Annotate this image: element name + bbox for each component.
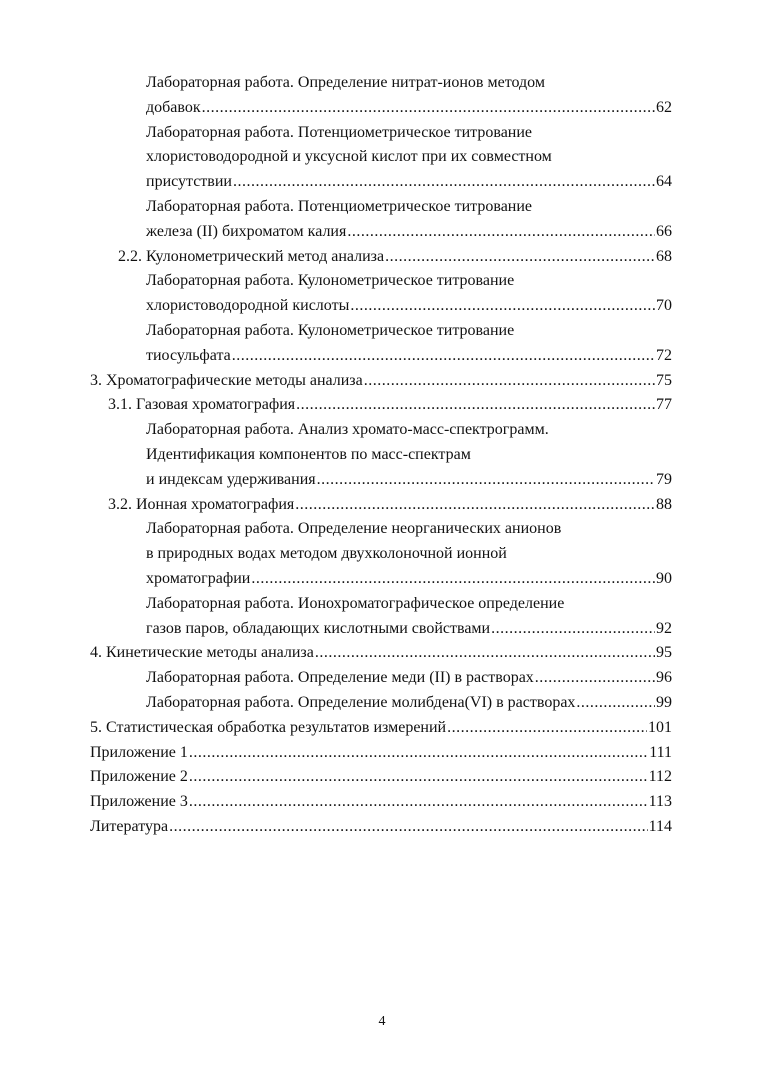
toc-entry-page: 90 [656, 569, 672, 587]
toc-entry-line: Лабораторная работа. Анализ хромато-масс-спектрограмм. [146, 421, 549, 439]
dot-leader [189, 765, 648, 790]
toc-entry[interactable] [146, 666, 672, 691]
dot-leader [535, 666, 655, 691]
toc-entry-title: присутствии [146, 173, 232, 191]
dot-leader [296, 393, 655, 418]
toc-entry-page: 77 [656, 396, 672, 414]
toc-entry[interactable] [90, 716, 672, 741]
toc-entry-page: 68 [656, 247, 672, 265]
toc-entry[interactable] [90, 815, 672, 840]
toc-entry-title: Лабораторная работа. Определение молибдена(VI) в растворах [146, 693, 576, 711]
toc-entry-title: 5. Статистическая обработка результатов измерений [90, 718, 447, 736]
toc-entry-title: Приложение 1 [90, 743, 188, 761]
toc-entry[interactable] [90, 741, 672, 766]
toc-entry-page: 79 [656, 470, 672, 488]
toc-entry[interactable] [90, 790, 672, 815]
dot-leader [202, 96, 655, 121]
toc-entry-title: 3.1. Газовая хроматография [108, 396, 296, 414]
toc-entry-title: Лабораторная работа. Определение меди (II) в растворах [146, 669, 534, 687]
toc-entry-title: добавок [146, 98, 201, 116]
toc-entry-last-line [108, 393, 672, 418]
toc-entry-page: 113 [648, 793, 672, 811]
dot-leader [295, 493, 655, 518]
toc-entry-page: 92 [656, 619, 672, 637]
toc-entry-title: 4. Кинетические методы анализа [90, 644, 314, 662]
toc-entry[interactable] [146, 195, 672, 245]
dot-leader [364, 369, 655, 394]
toc-entry-last-line [146, 96, 672, 121]
toc-entry-last-line [146, 170, 672, 195]
toc-entry-page: 72 [656, 346, 672, 364]
toc-entry-last-line [90, 765, 672, 790]
toc-entry[interactable] [108, 493, 672, 518]
toc-entry-title: 2.2. Кулонометрический метод анализа [118, 247, 385, 265]
toc-entry-page: 99 [656, 693, 672, 711]
page-number: 4 [378, 1014, 386, 1029]
toc-entry[interactable] [118, 245, 672, 270]
toc-entry[interactable] [146, 517, 672, 591]
toc-entry-line: Лабораторная работа. Определение нитрат-ионов методом [146, 74, 545, 91]
toc-entry[interactable] [108, 393, 672, 418]
dot-leader [233, 170, 655, 195]
toc-entry-last-line [90, 815, 672, 840]
toc-entry-page: 75 [656, 371, 672, 389]
toc-entry-line: Лабораторная работа. Определение неорганических анионов [146, 520, 562, 538]
toc-entry-last-line [90, 369, 672, 394]
toc-entry-line: Лабораторная работа. Потенциометрическое титрование [146, 197, 533, 215]
toc-entry-page: 95 [656, 644, 672, 662]
dot-leader [317, 468, 655, 493]
toc-entry-last-line [90, 790, 672, 815]
toc-entry[interactable] [90, 641, 672, 666]
toc-entry-last-line [90, 641, 672, 666]
dot-leader [491, 617, 655, 642]
toc-entry-title: Приложение 3 [90, 793, 188, 811]
toc-entry-last-line [146, 617, 672, 642]
dot-leader [232, 344, 655, 369]
toc-entry-line: Лабораторная работа. Ионохроматографическое определение [146, 594, 565, 612]
toc-entry[interactable] [146, 418, 672, 492]
toc-entry-page: 112 [648, 768, 672, 786]
toc-entry-title: и индексам удерживания [146, 470, 316, 488]
toc-entry[interactable] [90, 369, 672, 394]
toc-entry[interactable] [90, 765, 672, 790]
toc-entry-last-line [146, 691, 672, 716]
dot-leader [251, 567, 655, 592]
toc-entry-line: Идентификация компонентов по масс-спектрам [146, 445, 471, 463]
dot-leader [447, 716, 647, 741]
toc-entry-last-line [146, 220, 672, 245]
toc-entry-last-line [146, 468, 672, 493]
toc-entry-title: тиосульфата [146, 346, 231, 364]
toc-list [0, 71, 764, 840]
dot-leader [576, 691, 655, 716]
toc-entry[interactable] [146, 269, 672, 319]
toc-entry-title: Литература [90, 817, 169, 835]
dot-leader [189, 790, 648, 815]
toc-entry-last-line [118, 245, 672, 270]
toc-entry-title: Приложение 2 [90, 768, 188, 786]
toc-entry-line: Лабораторная работа. Кулонометрическое титрование [146, 272, 515, 290]
toc-entry-line: Лабораторная работа. Кулонометрическое титрование [146, 321, 515, 339]
toc-entry-line: в природных водах методом двухколоночной ионной [146, 545, 507, 563]
toc-entry[interactable] [146, 121, 672, 195]
table-of-contents [0, 71, 764, 840]
toc-entry-last-line [146, 294, 672, 319]
toc-entry-page: 96 [656, 669, 672, 687]
toc-entry-last-line [90, 741, 672, 766]
toc-entry-last-line [146, 666, 672, 691]
toc-entry[interactable] [146, 71, 672, 121]
toc-entry-title: хлористоводородной кислоты [146, 297, 350, 315]
toc-entry[interactable] [146, 319, 672, 369]
dot-leader [350, 294, 655, 319]
toc-entry-page: 66 [656, 222, 672, 240]
dot-leader [347, 220, 655, 245]
toc-entry-title: хроматографии [146, 569, 251, 587]
toc-entry-last-line [146, 344, 672, 369]
toc-entry-line: Лабораторная работа. Потенциометрическое титрование [146, 123, 533, 141]
toc-entry-page: 64 [656, 173, 672, 191]
toc-entry-page: 114 [648, 817, 672, 835]
dot-leader [315, 641, 655, 666]
toc-entry-title: 3. Хроматографические методы анализа [90, 371, 363, 389]
toc-entry-last-line [108, 493, 672, 518]
toc-entry-title: 3.2. Ионная хроматография [108, 495, 295, 513]
toc-entry-page: 101 [648, 718, 672, 736]
toc-entry-title: газов паров, обладающих кислотными свойствами [146, 619, 491, 637]
toc-entry[interactable] [146, 691, 672, 716]
toc-entry-page: 88 [656, 495, 672, 513]
toc-entry-last-line [146, 567, 672, 592]
toc-entry-page: 111 [649, 743, 672, 761]
dot-leader [385, 245, 655, 270]
toc-entry-line: хлористоводородной и уксусной кислот при их совместном [146, 148, 552, 166]
toc-entry-page: 70 [656, 297, 672, 315]
dot-leader [189, 741, 648, 766]
toc-entry[interactable] [146, 592, 672, 642]
toc-entry-title: железа (II) бихроматом калия [146, 222, 347, 240]
toc-entry-page: 62 [656, 98, 672, 116]
toc-entry-last-line [90, 716, 672, 741]
dot-leader [169, 815, 648, 840]
